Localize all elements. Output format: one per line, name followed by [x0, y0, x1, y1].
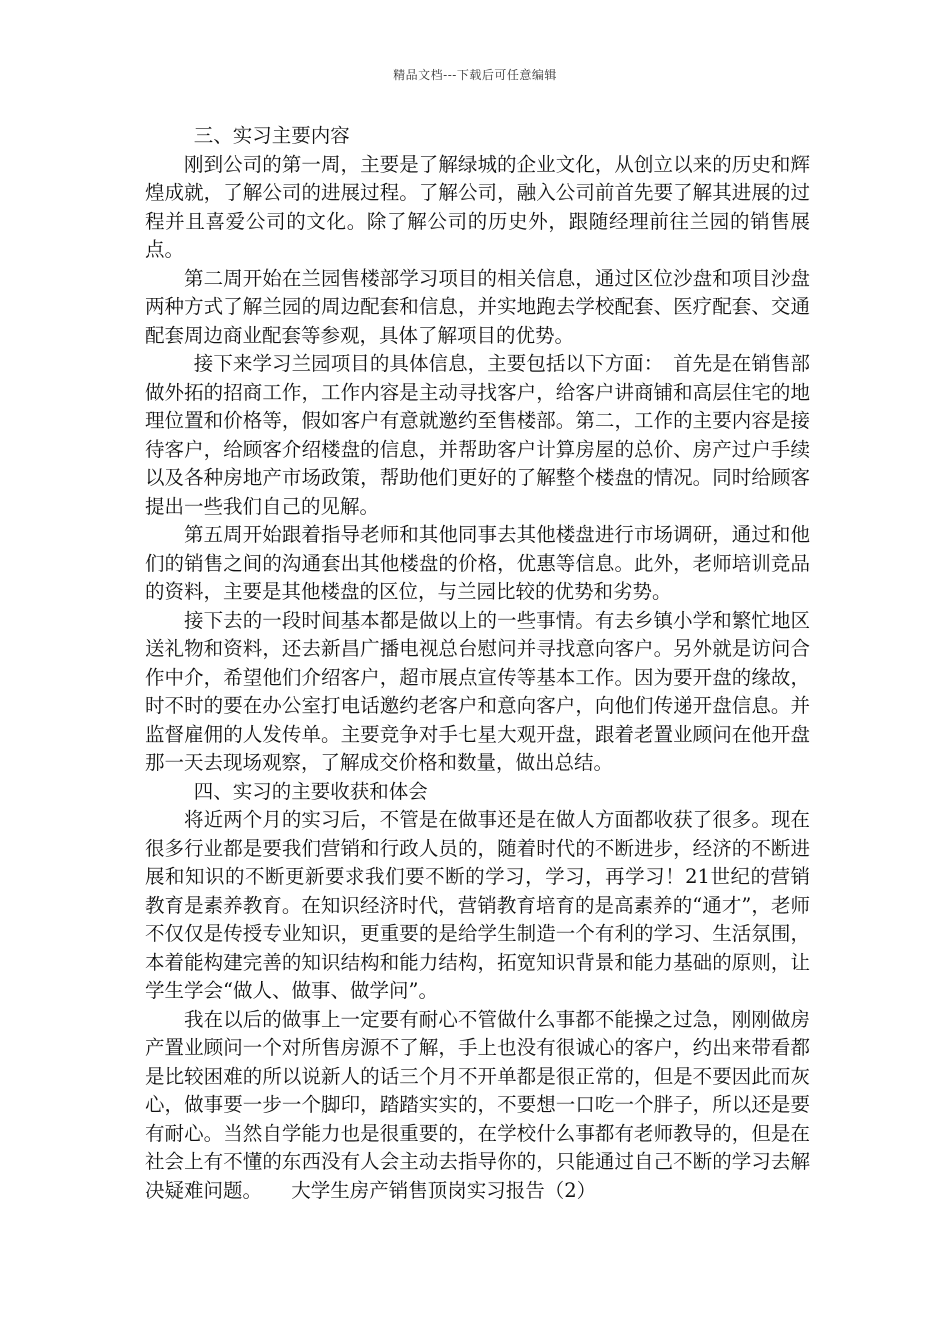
paragraph-reflection-text: 我在以后的做事上一定要有耐心不管做什么事都不能操之过急，刚刚做房产置业顾问一个对所售房源不了解，手上也没有很诚心的客户，约出来带看都是比较困难的所以说新人的话三个月不开单都是很正常的，但是不要因此而灰心，做事要一步一个脚印，踏踏实实的，不要想一口吃一个胖子，所以还是要有耐心。当然自学能力也是很重要的，在学校什么事都有老师教导的，但是在社会上有不懂的东西没有人会主动去指导你的，只能通过自己不断的学习去解决疑难问题。 — [145, 1007, 810, 1202]
paragraph-reflection — [145, 1006, 810, 1206]
paragraph-week2: 第二周开始在兰园售楼部学习项目的相关信息，通过区位沙盘和项目沙盘两种方式了解兰园的周边配套和信息，并实地跑去学校配套、医疗配套、交通配套周边商业配套等参观，具体了解项目的优势。 — [145, 266, 810, 347]
section-heading-3: 三、实习主要内容 — [193, 124, 350, 147]
section-heading-4: 四、实习的主要收获和体会 — [193, 779, 428, 803]
page-header: 精品文档---下载后可任意编辑 — [393, 68, 557, 82]
next-report-title: 大学生房产销售顶岗实习报告（2） — [291, 1178, 597, 1202]
paragraph-later-work: 接下去的一段时间基本都是做以上的一些事情。有去乡镇小学和繁忙地区送礼物和资料，还去新昌广播电视总台慰问并寻找意向客户。另外就是访问合作中介，希望他们介绍客户，超市展点宣传等基本工作。因为要开盘的缘故，时不时的要在办公室打电话邀约老客户和意向客户，向他们传递开盘信息。并监督雇佣的人发传单。主要竞争对手七星大观开盘，跟着老置业顾问在他开盘那一天去现场观察，了解成交价格和数量，做出总结。 — [145, 608, 810, 774]
document-body — [145, 122, 810, 1205]
paragraph-gains: 将近两个月的实习后，不管是在做事还是在做人方面都收获了很多。现在很多行业都是要我们营销和行政人员的，随着时代的不断进步，经济的不断进展和知识的不断更新要求我们要不断的学习，学习，再学习！21世纪的营销教育是素养教育。在知识经济时代，营销教育培育的是高素养的“通才”，老师不仅仅是传授专业知识，更重要的是给学生制造一个有利的学习、生活氛围，本着能构建完善的知识结构和能力结构，拓宽知识背景和能力基础的原则，让学生学会“做人、做事、做学问”。 — [145, 808, 810, 1002]
paragraph-project-info: 接下来学习兰园项目的具体信息，主要包括以下方面： 首先是在销售部做外拓的招商工作，工作内容是主动寻找客户，给客户讲商铺和高层住宅的地理位置和价格等，假如客户有意就邀约至售楼部。第二，工作的主要内容是接待客户，给顾客介绍楼盘的信息，并帮助客户计算房屋的总价、房产过户手续以及各种房地产市场政策，帮助他们更好的了解整个楼盘的情况。同时给顾客提出一些我们自己的见解。 — [145, 352, 810, 518]
paragraph-week5: 第五周开始跟着指导老师和其他同事去其他楼盘进行市场调研，通过和他们的销售之间的沟通套出其他楼盘的价格，优惠等信息。此外，老师培训竞品的资料，主要是其他楼盘的区位，与兰园比较的优势和劣势。 — [145, 523, 810, 603]
paragraph-week1: 刚到公司的第一周，主要是了解绿城的企业文化，从创立以来的历史和辉煌成就，了解公司的进展过程。了解公司，融入公司前首先要了解其进展的过程并且喜爱公司的文化。除了解公司的历史外，跟随经理前往兰园的销售展点。 — [145, 152, 810, 261]
